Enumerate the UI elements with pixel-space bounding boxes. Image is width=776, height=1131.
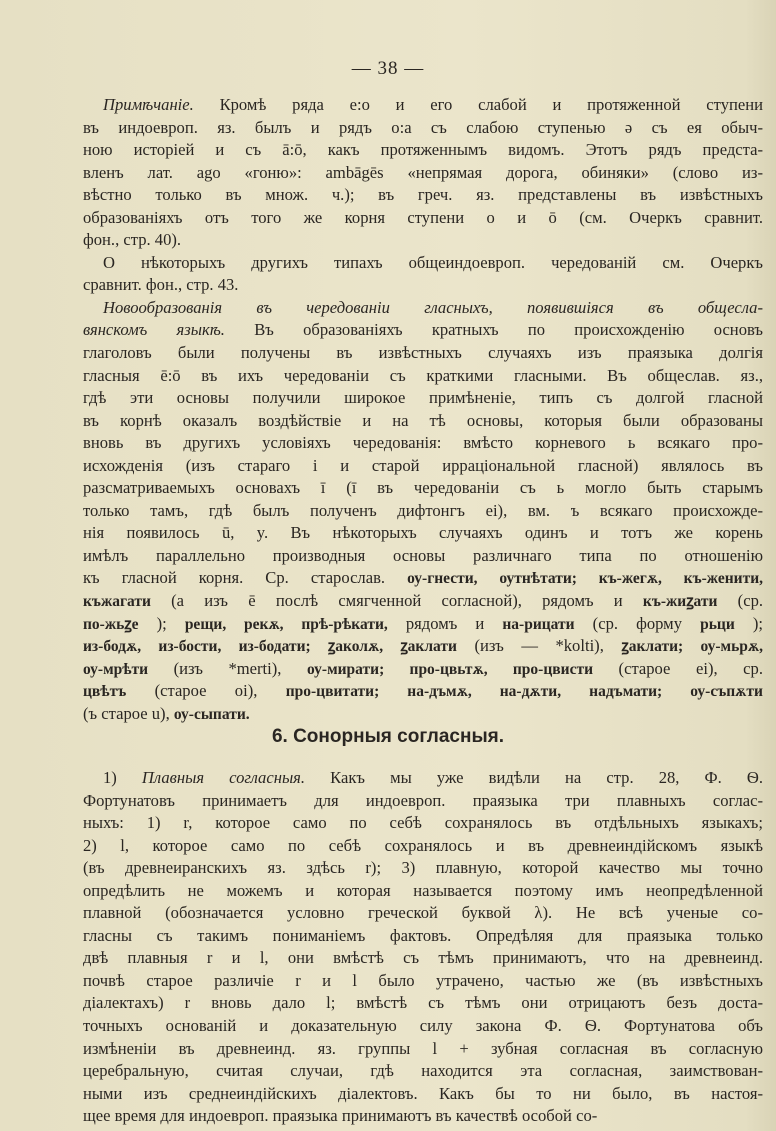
text-line bbox=[83, 902, 763, 925]
text-run: къ гласной корня. Ср. старослав. bbox=[83, 568, 408, 588]
text-line bbox=[83, 590, 763, 613]
text-run: ); bbox=[156, 613, 185, 633]
church-slavonic-run: рьци bbox=[700, 615, 735, 633]
text-run: ною исторіей и съ ā:ō, какъ протяженнымъ видомъ. Этотъ рядъ предста- bbox=[83, 140, 763, 160]
text-line bbox=[83, 410, 763, 433]
text-run: Фортунатовъ принимаетъ для индоевроп. праязыка три плавныхъ соглас- bbox=[83, 790, 763, 810]
text-line bbox=[83, 703, 763, 726]
text-run: (ср. форму bbox=[592, 613, 701, 633]
text-run: исхожденія (изъ стараго і и старой ирраціональной гласной) являлось въ bbox=[83, 455, 763, 475]
page-number: — 38 — bbox=[351, 58, 425, 79]
church-slavonic-run: из-бодѫ, из-бости, из-бодати; ꙁаколѫ, ꙁаклати bbox=[83, 638, 457, 656]
text-line bbox=[83, 229, 763, 252]
text-run: О нѣкоторыхъ другихъ типахъ общеиндоевроп. чередованій см. Очеркъ bbox=[103, 252, 763, 272]
text-run: только тамъ, гдѣ былъ полученъ дифтонгъ ei), вм. ъ всякаго происхожде- bbox=[83, 500, 763, 520]
church-slavonic-run: про-цвитати; на-дъмѫ, на-дѫти, надъмати; оу-съпѫти bbox=[285, 683, 763, 701]
church-slavonic-run: рещи, рекѫ, прѣ-рѣкати, bbox=[184, 615, 388, 633]
text-line bbox=[83, 812, 763, 835]
text-run: (а изъ ē послѣ смягченной согласной), рядомъ и bbox=[171, 591, 643, 611]
text-line bbox=[83, 613, 763, 636]
text-line bbox=[83, 947, 763, 970]
text-run: рядомъ и bbox=[405, 613, 503, 633]
text-run: глаголовъ были получены въ извѣстныхъ случаяхъ изъ праязыка долгія bbox=[83, 343, 763, 363]
text-line bbox=[83, 992, 763, 1015]
church-slavonic-run: цвѣтъ bbox=[83, 683, 127, 701]
text-run: въ индоевроп. яз. былъ и рядъ о:а съ слабою ступенью ә съ ея обыч- bbox=[83, 117, 763, 137]
text-run: Какъ мы уже видѣли на стр. 28, Ф. Ѳ. bbox=[330, 768, 763, 787]
text-line bbox=[83, 970, 763, 993]
text-run: фон., стр. 40). bbox=[83, 230, 182, 250]
church-slavonic-run: оу-мирати; про-цвьтѫ, про-цвисти bbox=[307, 660, 593, 678]
text-run: ); bbox=[752, 613, 763, 633]
text-line bbox=[83, 455, 763, 478]
text-line bbox=[83, 1015, 763, 1038]
text-run: сравнит. фон., стр. 43. bbox=[83, 275, 239, 295]
church-slavonic-run: по-жьꙁе bbox=[83, 615, 139, 633]
church-slavonic-run: ꙁаклати; оу-мьрѫ, bbox=[621, 638, 764, 656]
section-2-text bbox=[83, 767, 763, 1128]
text-line bbox=[83, 522, 763, 545]
text-run: 2) l, которое само по себѣ сохранялось и въ древнеиндійскомъ языкѣ bbox=[83, 835, 763, 855]
italic-run: вянскомъ языкѣ. bbox=[83, 320, 225, 340]
text-run: діалектахъ) r вновь дало l; вмѣстѣ съ тѣмъ они отрицаютъ безъ доста- bbox=[83, 993, 763, 1013]
text-run: плавной (обозначается условно греческой буквой λ). Не всѣ ученые со- bbox=[83, 903, 763, 923]
text-run: ными изъ среднеиндійскихъ діалектовъ. Какъ бы то ни было, въ настоя- bbox=[83, 1083, 763, 1103]
text-run: гдѣ эти основы получили широкое примѣненіе, типъ съ долгой гласной bbox=[83, 388, 763, 408]
text-line bbox=[83, 1060, 763, 1083]
italic-run: Новообразованія въ чередованіи гласныхъ, появившіяся въ общесла- bbox=[103, 297, 763, 317]
text-line bbox=[83, 635, 763, 658]
text-line bbox=[83, 545, 763, 568]
section-1-text bbox=[83, 94, 763, 725]
italic-run: Плавныя согласныя. bbox=[141, 768, 306, 787]
church-slavonic-run: къжагати bbox=[83, 593, 151, 611]
church-slavonic-run: оу-мрѣти bbox=[83, 660, 149, 678]
text-line bbox=[83, 139, 763, 162]
italic-run: Примѣчаніе. bbox=[103, 95, 194, 114]
text-line bbox=[83, 790, 763, 813]
text-run: имѣлъ параллельно производныя основы различнаго типа по отношенію bbox=[83, 545, 763, 565]
text-run: образованіяхъ отъ того же корня ступени о и ō (см. Очеркъ сравнит. bbox=[83, 207, 763, 227]
text-line bbox=[83, 1083, 763, 1106]
text-run: (изъ — *kolti), bbox=[474, 636, 622, 656]
text-run: почвѣ старое различіе r и l было утрачено, частью же (въ извѣстныхъ bbox=[83, 970, 763, 990]
text-line bbox=[83, 680, 763, 703]
text-run: 1) bbox=[103, 768, 142, 787]
text-run: точныхъ основаній и доказательную силу закона Ф. Ѳ. Фортунатова объ bbox=[83, 1016, 763, 1036]
text-run: вѣстно только въ множ. ч.); въ греч. яз. представлены въ извѣстныхъ bbox=[83, 185, 763, 205]
text-line bbox=[83, 117, 763, 140]
text-line bbox=[83, 500, 763, 523]
text-line bbox=[83, 94, 763, 117]
text-line bbox=[83, 162, 763, 185]
church-slavonic-run: оу-гнести, оутнѣтати; къ-жегѫ, къ-женити, bbox=[407, 570, 764, 588]
text-line bbox=[83, 365, 763, 388]
text-run: вленъ лат. ago «гоню»: ambāgēs «непрямая дорога, обиняки» (слово из- bbox=[83, 162, 763, 182]
text-line bbox=[83, 432, 763, 455]
text-run: Кромѣ ряда е:о и его слабой и протяженной ступени bbox=[219, 95, 763, 114]
text-run: щее время для индоевроп. праязыка принимаютъ въ качествѣ особой со- bbox=[83, 1106, 598, 1126]
text-run: гласны съ такимъ пониманіемъ фактовъ. Опредѣляя для праязыка только bbox=[83, 925, 763, 945]
church-slavonic-run: къ-жиꙁати bbox=[642, 593, 718, 611]
text-line bbox=[83, 207, 763, 230]
text-run: ныхъ: 1) r, которое само по себѣ сохранялось въ отдѣльныхъ языкахъ; bbox=[83, 813, 763, 833]
text-line bbox=[83, 1038, 763, 1061]
text-run: Въ образованіяхъ кратныхъ по происхожденію основъ bbox=[254, 320, 763, 340]
text-line bbox=[83, 184, 763, 207]
text-run: нія появилось ū, y. Въ нѣкоторыхъ случаяхъ одинъ и тотъ же корень bbox=[83, 523, 763, 543]
text-line bbox=[83, 387, 763, 410]
text-run: (изъ *merti), bbox=[173, 658, 307, 678]
text-run: (ъ старое u), bbox=[83, 703, 174, 723]
text-run: въ корнѣ оказалъ воздѣйствіе и на тѣ основы, которыя были образованы bbox=[83, 410, 763, 430]
text-run: (старое ei), ср. bbox=[618, 658, 763, 678]
text-line bbox=[83, 477, 763, 500]
text-line bbox=[83, 925, 763, 948]
church-slavonic-run: оу-сыпати. bbox=[173, 705, 250, 723]
text-run: гласныя ē:ō въ ихъ чередованіи съ краткими гласными. Въ общеслав. яз., bbox=[83, 365, 763, 385]
text-line bbox=[83, 252, 763, 275]
text-line bbox=[83, 767, 763, 790]
text-line bbox=[83, 297, 763, 320]
text-run: вновь въ другихъ условіяхъ чередованія: вмѣсто корневого ь всякаго про- bbox=[83, 433, 763, 453]
text-run: разсматриваемыхъ основахъ ī (ī въ чередованіи съ ь могло быть старымъ bbox=[83, 478, 763, 498]
text-line bbox=[83, 342, 763, 365]
text-line bbox=[83, 567, 763, 590]
text-line bbox=[83, 880, 763, 903]
text-line bbox=[83, 274, 763, 297]
text-run: опредѣлить не можемъ и которая называется поэтому имъ неопредѣленной bbox=[83, 880, 763, 900]
text-run: (ср. bbox=[737, 591, 764, 611]
text-line bbox=[83, 1105, 763, 1128]
text-run: (старое oi), bbox=[154, 681, 286, 701]
text-line bbox=[83, 658, 763, 681]
text-line bbox=[83, 835, 763, 858]
text-run: церебральную, считая случаи, гдѣ находится эта согласная, заимствован- bbox=[83, 1061, 763, 1081]
text-run: измѣненіи въ древнеинд. яз. группы l + зубная согласная въ согласную bbox=[83, 1038, 763, 1058]
church-slavonic-run: на-рицати bbox=[502, 615, 575, 633]
text-run: (въ древнеиранскихъ яз. здѣсь r); 3) плавную, которой качество мы точно bbox=[83, 858, 763, 878]
text-run: двѣ плавныя r и l, они вмѣстѣ съ тѣмъ принимаютъ, что на древнеинд. bbox=[83, 948, 763, 968]
section-heading: 6. Сонорныя согласныя. bbox=[271, 726, 505, 747]
text-line bbox=[83, 319, 763, 342]
text-line bbox=[83, 857, 763, 880]
